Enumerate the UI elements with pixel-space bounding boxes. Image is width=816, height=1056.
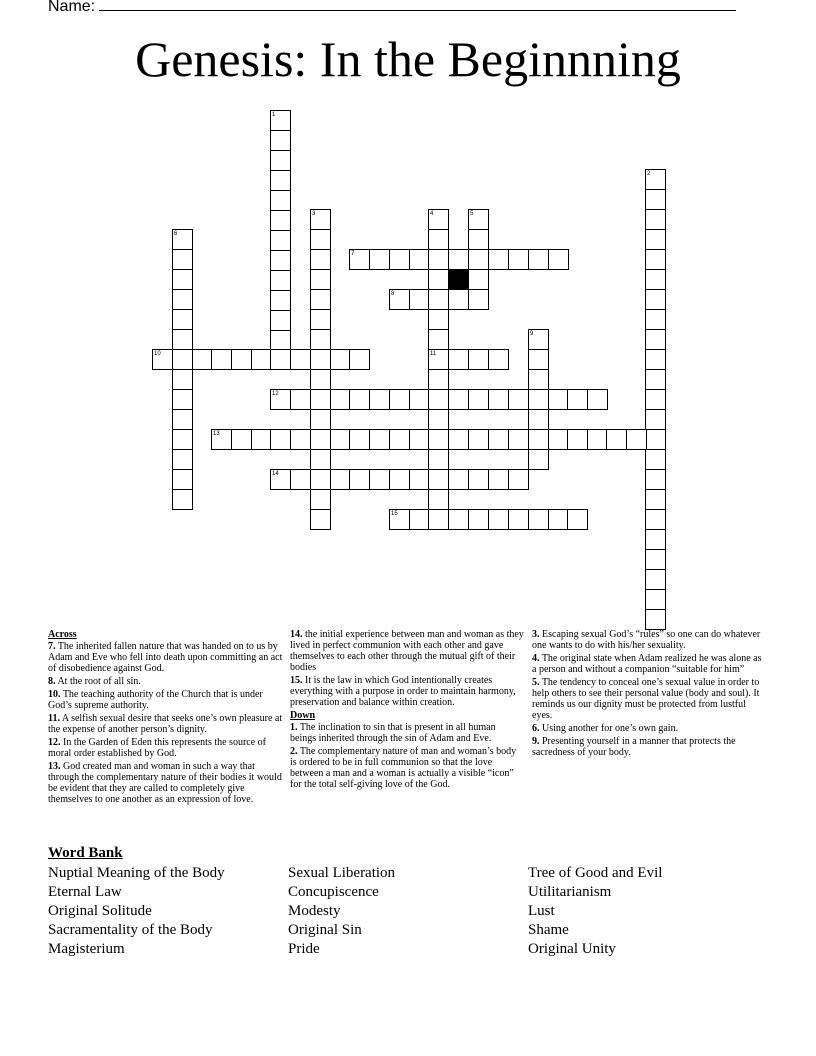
clue-number-6: 6: [174, 231, 178, 237]
word-bank-column-1: [48, 864, 225, 959]
grid-cell[interactable]: [645, 209, 666, 230]
grid-cell[interactable]: [645, 269, 666, 290]
word-bank-column-3: [528, 864, 662, 959]
grid-cell[interactable]: [270, 429, 291, 450]
word-bank-item: Magisterium: [48, 941, 125, 957]
grid-cell[interactable]: [270, 330, 291, 351]
clue-number: 14.: [290, 629, 303, 640]
clue: [48, 641, 284, 674]
word-bank-column-2: [288, 864, 395, 959]
grid-cell[interactable]: [428, 469, 449, 490]
clue-number-13: 13: [213, 431, 220, 437]
grid-cell[interactable]: [428, 409, 449, 430]
word-bank-item: Shame: [528, 922, 569, 938]
clue-number: 3.: [532, 629, 540, 640]
grid-cell[interactable]: [448, 509, 469, 530]
clue-number: 4.: [532, 653, 540, 664]
grid-cell[interactable]: [528, 369, 549, 390]
grid-cell[interactable]: [172, 249, 193, 270]
clue-number-11: 11: [430, 351, 437, 357]
grid-cell[interactable]: [172, 429, 193, 450]
clue-number: 8.: [48, 676, 56, 687]
clue: [532, 653, 768, 675]
grid-cell[interactable]: [290, 349, 311, 370]
word-bank-item: Tree of Good and Evil: [528, 865, 663, 881]
clue-text: A selfish sexual desire that seeks one’s own pleasure at the expense of another person’s dignity.: [48, 713, 283, 735]
grid-cell[interactable]: [172, 389, 193, 410]
grid-cell[interactable]: [270, 170, 291, 191]
grid-cell[interactable]: [310, 509, 331, 530]
grid-cell[interactable]: [645, 589, 666, 610]
grid-cell[interactable]: [290, 389, 311, 410]
grid-cell[interactable]: [428, 329, 449, 350]
grid-cell[interactable]: [587, 429, 608, 450]
grid-cell[interactable]: [448, 249, 469, 270]
grid-cell[interactable]: [548, 429, 569, 450]
clue: [290, 675, 524, 708]
clue-number: 2.: [290, 746, 298, 757]
grid-cell[interactable]: [488, 429, 509, 450]
grid-cell[interactable]: [488, 349, 509, 370]
clue-text: It is the law in which God intentionally creates everything with a purpose in order to maintain harmony, preservation and balance within creation.: [290, 675, 516, 708]
grid-cell[interactable]: [409, 249, 430, 270]
grid-cell[interactable]: [330, 389, 351, 410]
clue-number: 5.: [532, 677, 540, 688]
clue-text: Using another for one’s own gain.: [539, 723, 679, 734]
grid-cell[interactable]: [468, 289, 489, 310]
grid-cell[interactable]: [172, 369, 193, 390]
clue: [532, 723, 768, 734]
grid-cell[interactable]: [645, 529, 666, 550]
grid-cell[interactable]: [310, 309, 331, 330]
grid-cell[interactable]: [508, 509, 529, 530]
down-heading: Down: [290, 710, 316, 721]
clue-text: God created man and woman in such a way that through the complementary nature of their bodies it would be evident that they are called to completely give themselves to one another as an expression of love.: [48, 761, 282, 805]
name-label: Name:: [48, 0, 96, 15]
grid-cell[interactable]: [251, 429, 272, 450]
grid-cell[interactable]: [172, 309, 193, 330]
grid-cell[interactable]: [172, 489, 193, 510]
clue-text: The inclination to sin that is present in all human beings inherited through the sin of Adam and Eve.: [290, 722, 496, 744]
grid-cell[interactable]: [231, 429, 252, 450]
grid-cell[interactable]: [528, 249, 549, 270]
clue-number: 11.: [48, 713, 60, 724]
grid-cell[interactable]: [645, 189, 666, 210]
word-bank-item: Utilitarianism: [528, 884, 612, 900]
clue-number-9: 9: [530, 331, 534, 337]
grid-cell[interactable]: [645, 549, 666, 570]
grid-cell[interactable]: [528, 349, 549, 370]
grid-cell[interactable]: [389, 249, 410, 270]
grid-cell[interactable]: [488, 389, 509, 410]
grid-cell[interactable]: [409, 509, 430, 530]
grid-cell[interactable]: [211, 349, 232, 370]
clue: [48, 676, 284, 687]
clue-text: The teaching authority of the Church that is under God’s supreme authority.: [48, 689, 263, 711]
word-bank-item: Original Unity: [528, 941, 616, 957]
grid-cell[interactable]: [270, 290, 291, 311]
grid-cell[interactable]: [428, 289, 449, 310]
grid-cell[interactable]: [528, 409, 549, 430]
across-heading: Across: [48, 629, 77, 640]
word-bank-item: Concupiscence: [288, 884, 379, 900]
grid-cell[interactable]: [428, 489, 449, 510]
grid-cell[interactable]: [567, 509, 588, 530]
word-bank-item: Pride: [288, 941, 320, 957]
grid-cell[interactable]: [428, 509, 449, 530]
grid-cell[interactable]: [567, 389, 588, 410]
word-bank-item: Sacramentality of the Body: [48, 922, 213, 938]
grid-cell[interactable]: [172, 449, 193, 470]
grid-cell[interactable]: [645, 609, 666, 630]
grid-cell[interactable]: [587, 389, 608, 410]
grid-cell[interactable]: [448, 429, 469, 450]
grid-cell[interactable]: [330, 469, 351, 490]
grid-cell[interactable]: [172, 289, 193, 310]
clue-number: 7.: [48, 641, 56, 652]
clue-number-10: 10: [154, 351, 161, 357]
grid-cell[interactable]: [645, 509, 666, 530]
grid-cell[interactable]: [428, 369, 449, 390]
grid-cell[interactable]: [231, 349, 252, 370]
clue-number-5: 5: [470, 211, 474, 217]
grid-cell[interactable]: [645, 229, 666, 250]
clue-text: Escaping sexual God’s “rules” so one can do whatever one wants to do with his/her sexuality.: [532, 629, 761, 651]
clue-number-7: 7: [351, 251, 355, 257]
word-bank-item: Nuptial Meaning of the Body: [48, 865, 225, 881]
grid-cell[interactable]: [310, 229, 331, 250]
page-title: Genesis: In the Beginnning: [135, 31, 681, 87]
grid-cell[interactable]: [172, 269, 193, 290]
clue: [532, 629, 768, 651]
grid-cell[interactable]: [448, 469, 469, 490]
word-bank-item: Eternal Law: [48, 884, 122, 900]
clue-number-15: 15: [391, 511, 398, 517]
grid-cell[interactable]: [528, 389, 549, 410]
grid-cell[interactable]: [548, 249, 569, 270]
grid-cell[interactable]: [468, 229, 489, 250]
clue-number-8: 8: [391, 291, 395, 297]
clue-text: The complementary nature of man and woman’s body is ordered to be in full communion so that the love between a man and a woman is actually a visible “icon” for the total self-giving love of the God.: [290, 746, 517, 790]
grid-cell[interactable]: [428, 429, 449, 450]
clue-number: 10.: [48, 689, 61, 700]
grid-cell[interactable]: [645, 369, 666, 390]
clue: [48, 713, 284, 735]
word-bank-item: Sexual Liberation: [288, 865, 396, 881]
grid-cell[interactable]: [349, 389, 370, 410]
grid-cell[interactable]: [448, 289, 469, 310]
grid-cell[interactable]: [369, 389, 390, 410]
grid-cell[interactable]: [645, 429, 666, 450]
grid-cell[interactable]: [548, 389, 569, 410]
grid-cell[interactable]: [349, 429, 370, 450]
grid-cell[interactable]: [310, 349, 331, 370]
grid-cell[interactable]: [645, 249, 666, 270]
grid-cell[interactable]: [645, 449, 666, 470]
clue-text: At the root of all sin.: [55, 676, 141, 687]
grid-cell[interactable]: [468, 269, 489, 290]
grid-cell[interactable]: [270, 230, 291, 251]
grid-cell[interactable]: [528, 429, 549, 450]
grid-cell[interactable]: [645, 309, 666, 330]
grid-cell[interactable]: [528, 509, 549, 530]
grid-cell[interactable]: [369, 469, 390, 490]
word-bank-item: Modesty: [288, 903, 341, 919]
grid-cell[interactable]: [330, 429, 351, 450]
grid-cell[interactable]: [251, 349, 272, 370]
grid-cell[interactable]: [310, 329, 331, 350]
clue-text: The original state when Adam realized he was alone as a person and without a companion “suitable for him”: [532, 653, 762, 675]
grid-cell[interactable]: [528, 449, 549, 470]
grid-cell[interactable]: [508, 469, 529, 490]
clue: [48, 761, 284, 805]
grid-cell[interactable]: [172, 409, 193, 430]
grid-cell[interactable]: [172, 349, 193, 370]
grid-cell[interactable]: [645, 469, 666, 490]
grid-cell[interactable]: [349, 349, 370, 370]
grid-cell[interactable]: [310, 449, 331, 470]
clue-text: The tendency to conceal one’s sexual value in order to help others to see their personal value (body and soul). It reminds us our dignity must be protected from lustful eyes.: [532, 677, 760, 721]
clue-number-12: 12: [272, 391, 279, 397]
clue: [290, 746, 524, 790]
grid-cell[interactable]: [172, 329, 193, 350]
grid-cell[interactable]: [508, 249, 529, 270]
grid-cell[interactable]: [270, 250, 291, 271]
grid-cell[interactable]: [448, 349, 469, 370]
grid-cell[interactable]: [645, 409, 666, 430]
grid-cell[interactable]: [428, 229, 449, 250]
grid-cell[interactable]: [270, 150, 291, 171]
grid-cell[interactable]: [270, 190, 291, 211]
clues-column-1: [48, 629, 284, 807]
clues-column-2: [290, 629, 524, 792]
grid-cell[interactable]: [349, 469, 370, 490]
clue-number-4: 4: [430, 211, 434, 217]
grid-cell[interactable]: [192, 349, 213, 370]
word-bank-item: Lust: [528, 903, 555, 919]
clue-number: 13.: [48, 761, 61, 772]
word-bank-item: Original Sin: [288, 922, 362, 938]
grid-cell[interactable]: [645, 569, 666, 590]
grid-cell[interactable]: [508, 429, 529, 450]
word-bank-item: Original Solitude: [48, 903, 152, 919]
grid-cell[interactable]: [488, 509, 509, 530]
grid-cell[interactable]: [270, 349, 291, 370]
grid-cell[interactable]: [645, 329, 666, 350]
grid-cell[interactable]: [369, 249, 390, 270]
grid-cell[interactable]: [310, 249, 331, 270]
grid-cell[interactable]: [488, 469, 509, 490]
grid-cell[interactable]: [428, 249, 449, 270]
grid-cell[interactable]: [645, 289, 666, 310]
grid-cell[interactable]: [310, 469, 331, 490]
clue-number: 12.: [48, 737, 61, 748]
grid-cell[interactable]: [270, 210, 291, 231]
clue: [290, 629, 524, 673]
clue-number: 1.: [290, 722, 298, 733]
grid-cell[interactable]: [488, 249, 509, 270]
clue-number: 15.: [290, 675, 303, 686]
grid-cell[interactable]: [310, 289, 331, 310]
grid-cell[interactable]: [468, 349, 489, 370]
clue-text: Presenting yourself in a manner that protects the sacredness of your body.: [532, 736, 736, 758]
clue-text: The inherited fallen nature that was handed on to us by Adam and Eve who fell into death upon committing an act of disobedience against God.: [48, 641, 283, 674]
grid-cell[interactable]: [448, 389, 469, 410]
clue-number: 9.: [532, 736, 540, 747]
clue-text: the initial experience between man and woman as they lived in perfect communion with each other and gave themselves to each other through the mutual gift of their bodies: [290, 629, 524, 673]
grid-cell[interactable]: [468, 389, 489, 410]
grid-cell[interactable]: [270, 310, 291, 331]
grid-cell[interactable]: [270, 270, 291, 291]
clue: [48, 689, 284, 711]
clue-text: In the Garden of Eden this represents the source of moral order established by God.: [48, 737, 266, 759]
grid-cell[interactable]: [606, 429, 627, 450]
clue-number-1: 1: [272, 112, 276, 118]
grid-cell[interactable]: [310, 429, 331, 450]
grid-cell[interactable]: [428, 309, 449, 330]
grid-cell[interactable]: [468, 429, 489, 450]
grid-cell[interactable]: [645, 349, 666, 370]
word-bank-title: Word Bank: [48, 845, 123, 861]
grid-cell[interactable]: [310, 409, 331, 430]
grid-cell[interactable]: [409, 429, 430, 450]
grid-cell[interactable]: [270, 130, 291, 151]
grid-cell[interactable]: [310, 369, 331, 390]
grid-cell[interactable]: [428, 449, 449, 470]
grid-cell[interactable]: [626, 429, 647, 450]
grid-cell[interactable]: [310, 389, 331, 410]
grid-cell[interactable]: [389, 429, 410, 450]
grid-cell[interactable]: [290, 429, 311, 450]
grid-cell[interactable]: [409, 389, 430, 410]
grid-cell[interactable]: [389, 389, 410, 410]
grid-cell[interactable]: [468, 509, 489, 530]
clue-number-14: 14: [272, 471, 279, 477]
grid-cell[interactable]: [567, 429, 588, 450]
grid-cell[interactable]: [330, 349, 351, 370]
grid-cell[interactable]: [310, 489, 331, 510]
grid-cell[interactable]: [409, 289, 430, 310]
grid-cell[interactable]: [548, 509, 569, 530]
grid-cell[interactable]: [428, 269, 449, 290]
grid-cell[interactable]: [389, 469, 410, 490]
grid-cell[interactable]: [409, 469, 430, 490]
grid-cell[interactable]: [645, 389, 666, 410]
grid-cell[interactable]: [468, 469, 489, 490]
grid-cell[interactable]: [468, 249, 489, 270]
grid-cell[interactable]: [290, 469, 311, 490]
grid-block: [448, 269, 469, 290]
clue-number-2: 2: [647, 171, 651, 177]
grid-cell[interactable]: [172, 469, 193, 490]
clue: [532, 677, 768, 721]
grid-cell[interactable]: [310, 269, 331, 290]
clue: [532, 736, 768, 758]
grid-cell[interactable]: [645, 489, 666, 510]
clue: [48, 737, 284, 759]
clues-column-3: [532, 629, 768, 760]
clue-number: 6.: [532, 723, 540, 734]
grid-cell[interactable]: [369, 429, 390, 450]
clue: [290, 722, 524, 744]
clue-number-3: 3: [312, 211, 316, 217]
grid-cell[interactable]: [508, 389, 529, 410]
grid-cell[interactable]: [428, 389, 449, 410]
